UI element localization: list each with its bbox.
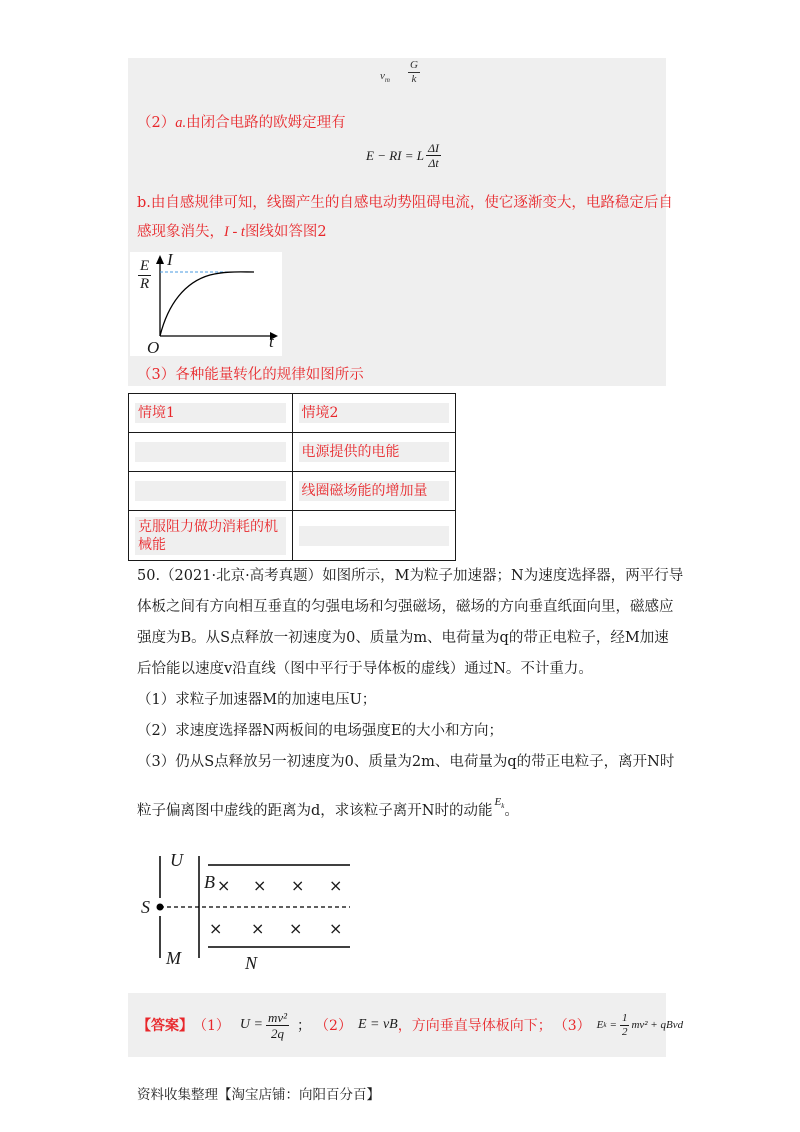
field-cross: × <box>329 919 343 938</box>
table-cell: 电源提供的电能 <box>292 433 456 472</box>
problem-line-4: 后恰能以速度v沿直线（图中平行于导体板的虚线）通过N。不计重力。 <box>137 661 593 677</box>
point-s <box>157 904 164 911</box>
question-2: （2）求速度选择器N两板间的电场强度E的大小和方向； <box>137 723 503 739</box>
problem-line-1: 50.（2021·北京·高考真题）如图所示，M为粒子加速器；N为速度选择器，两平行导 <box>137 568 684 584</box>
question-1: （1）求粒子加速器M的加速电压U； <box>137 692 377 708</box>
ohm-equation: E − RI = L $\frac{\Delta I}{\Delta t}$ <box>366 141 440 170</box>
field-cross: × <box>217 876 231 895</box>
table-row <box>129 511 456 561</box>
field-cross: × <box>253 876 267 895</box>
energy-table <box>128 393 456 561</box>
footer-text: 资料收集整理【淘宝店铺：向阳百分百】 <box>137 1087 380 1103</box>
label-n: N <box>245 953 258 973</box>
table-cell <box>129 472 293 511</box>
label-u: U <box>170 850 183 870</box>
field-cross: × <box>209 919 223 938</box>
answer-tag: 【答案】 <box>137 1018 193 1034</box>
label-s: S <box>141 897 150 917</box>
question-3: （3）仍从S点释放另一初速度为0、质量为2m、电荷量为q的带正电粒子，离开N时 <box>137 754 675 770</box>
graph-i-label: I <box>167 250 173 269</box>
table-cell: 线圈磁场能的增加量 <box>292 472 456 511</box>
table-row <box>129 472 456 511</box>
label-b: B <box>204 872 215 892</box>
answer-ek-formula: E k = $\frac{1}{2}$ mv² + qBvd <box>596 1011 684 1038</box>
answer-u-formula: U = $\frac{\text{mv²}}{2q}$ <box>239 1009 288 1041</box>
question-3-cont: 粒子偏离图中虚线的距离为d，求该粒子离开N时的动能$^{E_k}$。 <box>137 796 519 819</box>
field-cross: × <box>251 919 265 938</box>
part3-text: （3）各种能量转化的规律如图所示 <box>137 367 364 383</box>
table-cell: 克服阻力做功消耗的机械能 <box>129 511 293 561</box>
table-header-cell: 情境2 <box>292 394 456 433</box>
label-m: M <box>166 948 181 968</box>
graph-origin-label: O <box>147 338 160 357</box>
current-time-graph <box>130 252 282 356</box>
answer-e-formula: E = vB <box>357 1017 398 1032</box>
accelerator-figure <box>138 848 358 973</box>
answer-line: 【答案】 （1） U = $\frac{\text{mv²}}{2q}$ ； （2） E = vB ，方向垂直导体板向下； （3） E k = $\frac{1}{2}$ mv² + qBvd <box>137 1009 684 1041</box>
problem-line-2: 体板之间有方向相互垂直的匀强电场和匀强磁场，磁场的方向垂直纸面向里，磁感应 <box>137 599 674 615</box>
field-cross: × <box>289 919 303 938</box>
graph-asymptote-label: $\frac{E}{R}$ <box>140 258 150 292</box>
table-cell <box>292 511 456 561</box>
table-header-row <box>129 394 456 433</box>
i-axis-arrow <box>156 255 164 264</box>
table-row <box>129 433 456 472</box>
table-cell <box>129 433 293 472</box>
problem-line-3: 强度为B。从S点释放一初速度为0、质量为m、电荷量为q的带正电粒子，经M加速 <box>137 630 669 646</box>
part2-b-line2: 感现象消失，I - t图线如答图2 <box>137 224 327 240</box>
current-curve <box>160 272 254 336</box>
part2-b-line1: b.由自感规律可知，线圈产生的自感电动势阻碍电流，使它逐渐变大，电路稳定后自 <box>137 195 673 211</box>
table-header-cell: 情境1 <box>129 394 293 433</box>
graph-t-label: t <box>269 332 274 351</box>
field-cross: × <box>329 876 343 895</box>
part2-a: （2）a.由闭合电路的欧姆定理有 <box>137 115 346 131</box>
field-cross: × <box>291 876 305 895</box>
